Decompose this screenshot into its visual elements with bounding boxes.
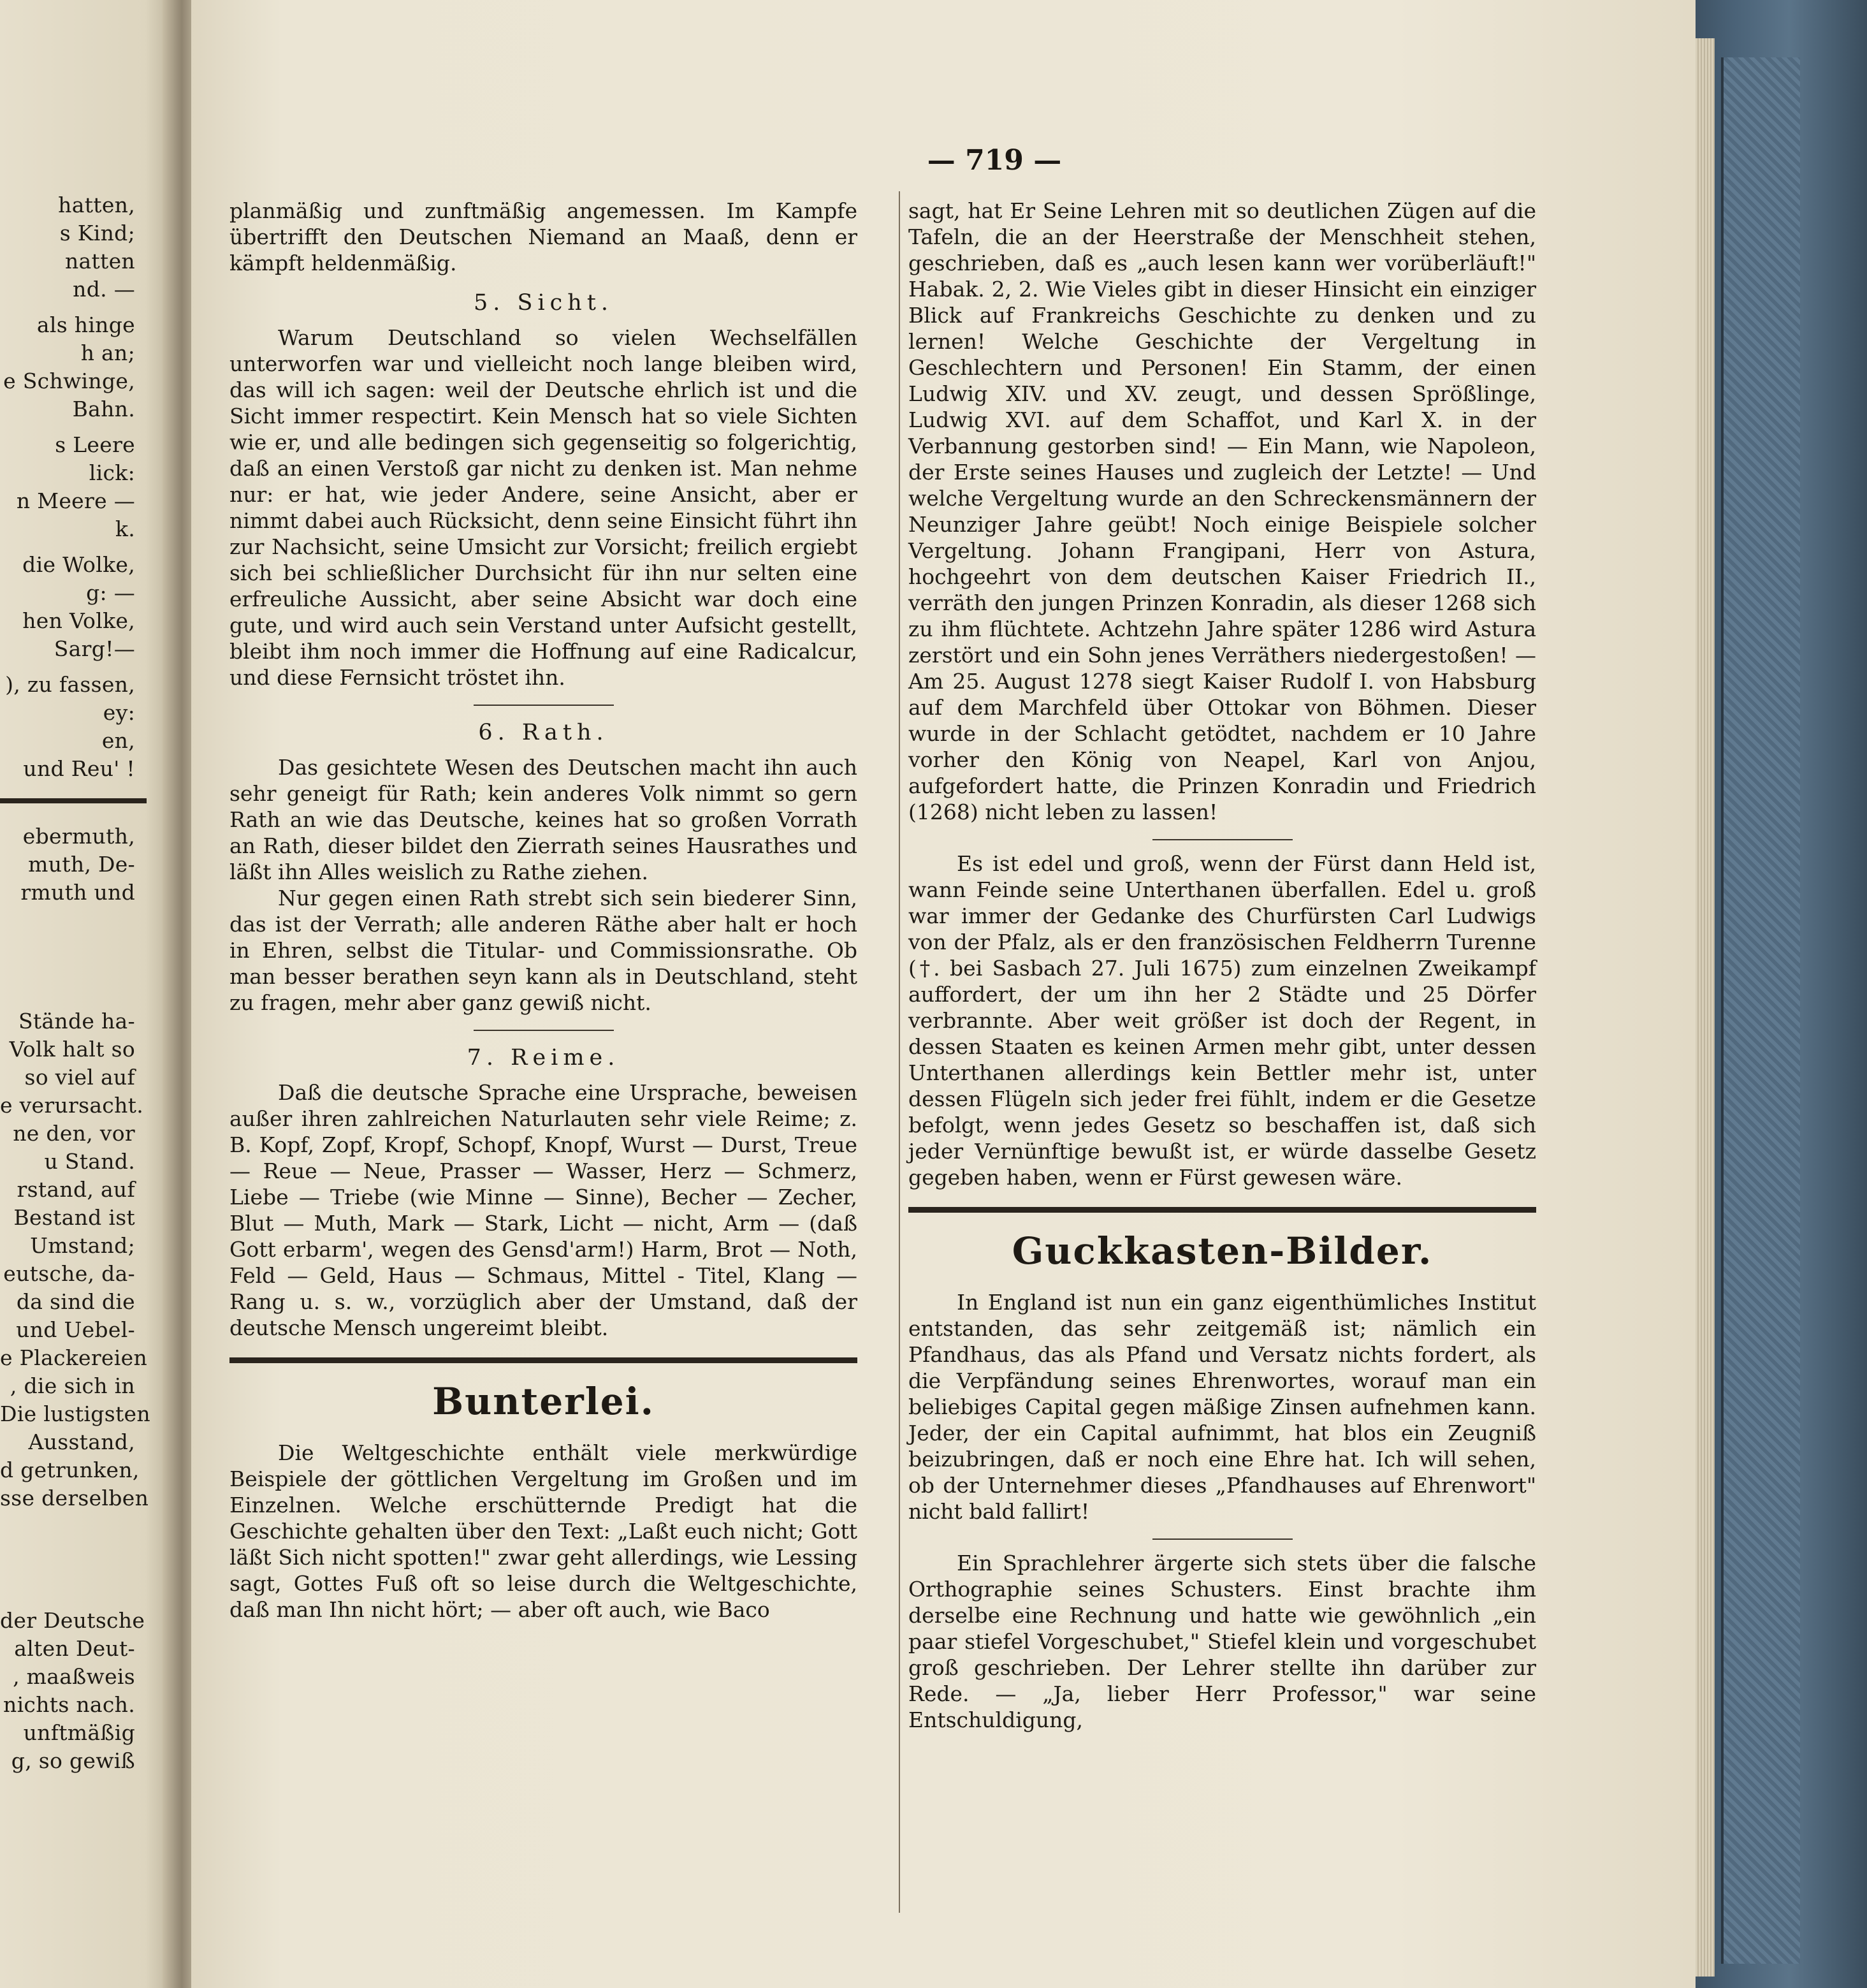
left-fragment: als hinge [36, 312, 135, 337]
left-fragment: und Reu' ! [23, 756, 135, 781]
left-fragment: lick: [89, 460, 135, 485]
left-fragment: en, [101, 728, 135, 753]
left-fragment: muth, De- [28, 852, 135, 877]
left-fragment: die Wolke, [22, 552, 135, 577]
left-fragment: rstand, auf [17, 1177, 135, 1202]
page-number: — 719 — [927, 144, 1062, 177]
intro-paragraph: planmäßig und zunftmäßig angemessen. Im Kampfe übertrifft den Deutschen Niemand an Maaß, denn er kämpft heldenmäßig. [229, 198, 857, 275]
left-fragment: ey: [103, 700, 135, 725]
divider [1152, 839, 1293, 840]
right-page [191, 0, 1696, 1988]
left-fragment: rmuth und [20, 880, 135, 905]
cover-board [1721, 57, 1800, 1964]
bunterlei-text: Die Weltgeschichte enthält viele merkwürdige Beispiele der göttlichen Vergeltung im Großen und im Einzelnen. Welche erschütternde Predigt hat die Geschichte gehalten über den Text: „Laßt euch nicht; Gott läßt Sich nicht spotten!" zwar geht allerdings, wie Lessing sagt, Gottes Fuß oft so leise durch die Weltgeschichte, daß man Ihn nicht hört; — aber oft auch, wie Baco [229, 1440, 857, 1622]
left-fragment: sse derselben [0, 1486, 149, 1510]
left-page [0, 0, 182, 1988]
pfandhaus-paragraph: In England ist nun ein ganz eigenthümliches Institut entstanden, das sehr zeitgemäß ist; nämlich ein Pfandhaus, das als Pfand und Versatz nichts fordert, als die Verpfändung seines Ehrenwortes, worauf man ein beliebiges Capital gegen mäßige Zinsen aufnehmen kann. Jeder, der ein Capital aufnimmt, hat blos ein Zeugniß beizubringen, daß er noch eine Ehre hat. Ich will sehen, ob der Unternehmer dieses „Pfandhauses auf Ehrenwort" nicht bald fallirt! [908, 1290, 1536, 1524]
left-fragment: da sind die [16, 1289, 135, 1314]
guckkasten-headline: Guckkasten-Bilder. [1012, 1229, 1433, 1273]
left-fragment: ), zu fassen, [5, 672, 135, 697]
column-rule [899, 191, 900, 1913]
divider [474, 1030, 614, 1031]
left-fragment: Sarg!— [54, 636, 135, 661]
left-fragment: ne den, vor [13, 1121, 135, 1146]
left-fragment: Umstand; [30, 1233, 135, 1258]
left-fragment: g: — [86, 580, 135, 605]
left-fragment: nichts nach. [3, 1692, 135, 1717]
left-fragment: ebermuth, [22, 824, 135, 849]
left-fragment: unftmäßig [23, 1720, 135, 1745]
section-6-paragraph-1: Das gesichtete Wesen des Deutschen macht ihn auch sehr geneigt für Rath; kein anderes Volk nimmt so gern Rath an wie das Deutsche, keines hat so großen Vorrath an Rath, dieser bildet den Zierrath seines Hausrathes und läßt ihn Alles weislich zu Rathe ziehen. [229, 755, 857, 884]
left-fragment: e Schwinge, [3, 369, 135, 393]
left-fragment: so viel auf [24, 1065, 135, 1090]
left-fragment: eutsche, da- [3, 1261, 135, 1286]
section-6-title: 6. Rath. [478, 720, 609, 745]
left-fragment: g, so gewiß [11, 1748, 135, 1773]
section-7-text: Daß die deutsche Sprache eine Ursprache, beweisen außer ihren zahlreichen Naturlauten sehr viele Reime; z. B. Kopf, Zopf, Kropf, Schopf, Knopf, Wurst — Durst, Treue — Reue — Neue, Prasser — Wasser, Herz — Schmerz, Liebe — Triebe (wie Minne — Sinne), Becher — Zecher, Blut — Muth, Mark — Stark, Licht — nicht, Arm — (daß Gott erbarm', wegen des Gensd'arm!) Harm, Brot — Noth, Feld — Geld, Haus — Schmaus, Mittel - Titel, Klang — Rang u. s. w., vorzüglich aber der Umstand, daß der deutsche Mensch ungereimt bleibt. [229, 1080, 857, 1340]
left-fragment: d getrunken, [0, 1458, 140, 1482]
left-fragment: Volk halt so [9, 1037, 135, 1062]
section-7-title: 7. Reime. [467, 1045, 620, 1071]
left-fragment: natten [64, 249, 135, 274]
left-fragment: s Leere [55, 432, 135, 457]
left-fragment: Bestand ist [13, 1205, 135, 1230]
left-fragment: k. [115, 516, 135, 541]
divider [474, 705, 614, 706]
fuerst-paragraph: Es ist edel und groß, wenn der Fürst dann Held ist, wann Feinde seine Unterthanen überfallen. Edel u. groß war immer der Gedanke des Churfürsten Carl Ludwigs von der Pfalz, als er den französischen Feldherrn Turenne (†. bei Sasbach 27. Juli 1675) zum einzelnen Zweikampf auffordert, der um ihn her 2 Städte und 25 Dörfer verbrannte. Aber weit größer ist doch der Regent, in dessen Staaten es keinen Armen mehr gibt, unter dessen Unterthanen allerdings kein Bettler mehr ist, unter dessen Flügeln sich jeder frei fühlt, indem er die Gesetze befolgt, wenn jedes Gesetz so beschaffen ist, daß sich jeder Vernünftige bewußt ist, er würde dasselbe Gesetz gegeben haben, wenn er Fürst gewesen wäre. [908, 851, 1536, 1190]
left-fragment: Bahn. [72, 397, 135, 421]
left-fragment: h an; [80, 340, 135, 365]
sprachlehrer-paragraph: Ein Sprachlehrer ärgerte sich stets über die falsche Orthographie seines Schusters. Einst brachte ihm derselbe eine Rechnung und hatte wie gewöhnlich „ein paar stiefel Vorgeschubet," Stiefel klein und vorgeschubet groß geschrieben. Der Lehrer stellte ihn darüber zur Rede. — „Ja, lieber Herr Professor," war seine Entschuldigung, [908, 1551, 1536, 1732]
left-fragment: e Plackereien [0, 1345, 148, 1370]
left-fragment: e verursacht. [0, 1093, 143, 1118]
left-fragment: nd. — [73, 277, 135, 302]
column-right [908, 198, 1536, 1733]
section-6-paragraph-2: Nur gegen einen Rath strebt sich sein biederer Sinn, das ist der Verrath; alle anderen Räthe aber halt er hoch in Ehren, selbst die Titular- und Commissionsrathe. Ob man besser berathen seyn kann als in Deutschland, steht zu fragen, mehr aber ganz gewiß nicht. [229, 886, 857, 1015]
left-fragment: hatten, [58, 193, 135, 217]
left-fragment: hen Volke, [22, 608, 135, 633]
vergeltung-paragraph: sagt, hat Er Seine Lehren mit so deutlichen Zügen auf die Tafeln, die an der Heerstraße der Menschheit stehen, geschrieben, daß es „auch lesen kann wer vorüberläuft!" Habak. 2, 2. Wie Vieles gibt in dieser Hinsicht ein einziger Blick auf Frankreichs Geschichte zu denken und zu lernen! Welche Geschichte der Vergeltung in Geschlechtern und Personen! Ein Stamm, der einen Ludwig XIV. und XV. zeugt, und dessen Sprößlinge, Ludwig XVI. auf dem Schaffot, und Karl X. in der Verbannung gestorben sind! — Ein Mann, wie Napoleon, der Erste seines Hauses und zugleich der Letzte! — Und welche Vergeltung wurde an den Schreckensmännern der Neunziger Jahre geübt! Noch einige Beispiele solcher Vergeltung. Johann Frangipani, Herr von Astura, hochgeehrt von dem deutschen Kaiser Friedrich II., verräth den jungen Prinzen Konradin, als dieser 1268 sich zu ihm flüchtete. Achtzehn Jahre später 1286 wird Astura zerstört und ein Sohn jenes Verräthers niedergestoßen! — Am 25. August 1278 siegt Kaiser Rudolf I. von Habsburg auf dem Marchfeld über Ottokar von Böhmen. Dieser wurde in der Schlacht getödtet, nachdem er 10 Jahre vorher den König von Neapel, Karl von Anjou, aufgefordert hatte, die Prinzen Konradin und Friedrich (1268) nicht leben zu lassen! [908, 198, 1536, 824]
column-left [229, 198, 857, 1623]
section-rule [229, 1357, 857, 1363]
divider [1152, 1539, 1293, 1540]
left-fragment: der Deutsche [0, 1608, 145, 1633]
left-fragment: , maaßweis [13, 1664, 135, 1689]
left-fragment: u Stand. [44, 1149, 135, 1174]
section-5-title: 5. Sicht. [473, 290, 614, 316]
left-fragment: , die sich in [10, 1373, 135, 1398]
left-fragment: Ausstand, [28, 1429, 135, 1454]
left-fragment: Die lustigsten [0, 1401, 150, 1426]
bunterlei-headline: Bunterlei. [432, 1380, 655, 1423]
section-rule [908, 1207, 1536, 1213]
left-fragment: und Uebel- [16, 1317, 135, 1342]
left-fragment: alten Deut- [14, 1636, 135, 1661]
left-rule [0, 798, 147, 803]
left-fragment: s Kind; [59, 221, 135, 245]
left-fragment: Stände ha- [18, 1009, 135, 1034]
left-fragment: n Meere — [16, 488, 135, 513]
section-5-text: Warum Deutschland so vielen Wechselfällen unterworfen war und vielleicht noch lange bleiben wird, das will ich sagen: weil der Deutsche ehrlich ist und die Sicht immer respectirt. Kein Mensch hat so viele Sichten wie er, und alle bedingen sich gegenseitig so folgerichtig, daß an einen Verstoß gar nicht zu denken ist. Man nehme nur: er hat, wie jeder Andere, seine Ansicht, aber er nimmt dabei auch Rücksicht, denn seine Einsicht führt ihn zur Nachsicht, seine Umsicht zur Vorsicht; freilich ergiebt sich bei schließlicher Durchsicht für ihn nur selten eine erfreuliche Aussicht, aber seine Absicht war doch eine gute, und wird auch sein Verstand unter Aufsicht gestellt, bleibt ihm noch immer die Hoffnung auf eine Radicalcur, und diese Fernsicht tröstet ihn. [229, 325, 857, 690]
